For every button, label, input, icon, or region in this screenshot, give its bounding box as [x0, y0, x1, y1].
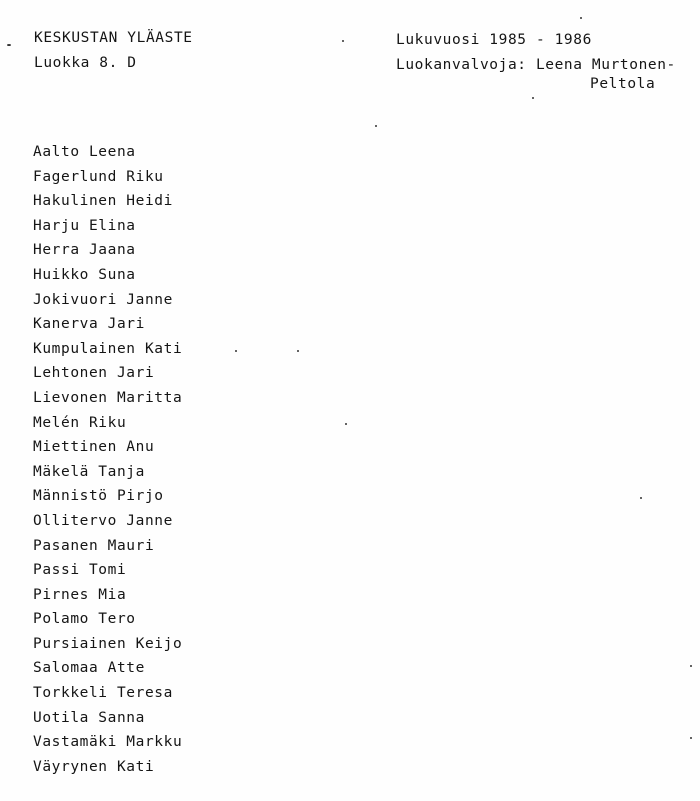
student-name: Jokivuori Janne	[33, 291, 173, 308]
student-name: Pasanen Mauri	[33, 537, 155, 554]
scan-speck	[375, 125, 377, 127]
student-name: Melén Riku	[33, 414, 127, 431]
student-name: Uotila Sanna	[33, 709, 145, 726]
student-name: Miettinen Anu	[33, 439, 155, 456]
student-name: Herra Jaana	[33, 242, 136, 259]
student-name: Salomaa Atte	[33, 660, 145, 677]
scan-speck	[690, 665, 692, 667]
student-name: Ollitervo Janne	[33, 512, 173, 529]
student-name: Lehtonen Jari	[33, 365, 155, 382]
school-name: KESKUSTAN YLÄASTE	[34, 30, 193, 46]
scan-speck	[342, 40, 344, 42]
student-name: Harju Elina	[33, 217, 136, 234]
class-label: Luokka 8. D	[34, 55, 137, 71]
scan-speck	[7, 44, 11, 46]
student-name: Aalto Leena	[33, 144, 136, 160]
scan-speck	[345, 423, 347, 425]
student-name: Passi Tomi	[33, 562, 127, 579]
student-name: Polamo Tero	[33, 611, 136, 628]
student-name: Mäkelä Tanja	[33, 463, 145, 480]
student-name: Kumpulainen Kati	[33, 340, 183, 357]
scan-speck	[640, 497, 642, 499]
student-name: Pursiainen Keijo	[33, 635, 183, 652]
scan-speck	[690, 737, 692, 739]
scan-speck	[532, 97, 534, 99]
student-name: Hakulinen Heidi	[33, 193, 173, 210]
student-name: Vastamäki Markku	[33, 734, 183, 751]
class-teacher: Luokanvalvoja: Leena Murtonen-	[396, 57, 676, 73]
scan-speck	[297, 350, 299, 352]
scan-speck	[235, 350, 237, 352]
student-name: Fagerlund Riku	[33, 168, 164, 185]
student-name: Huikko Suna	[33, 266, 136, 283]
student-name: Männistö Pirjo	[33, 488, 164, 505]
school-year: Lukuvuosi 1985 - 1986	[396, 32, 592, 48]
student-name: Kanerva Jari	[33, 316, 145, 333]
student-name: Lievonen Maritta	[33, 389, 183, 406]
student-name: Pirnes Mia	[33, 586, 127, 603]
student-name: Väyrynen Kati	[33, 758, 155, 775]
class-teacher-continued: Peltola	[590, 76, 656, 92]
student-name: Torkkeli Teresa	[33, 685, 173, 702]
student-list	[33, 143, 182, 782]
scan-speck	[580, 17, 582, 19]
